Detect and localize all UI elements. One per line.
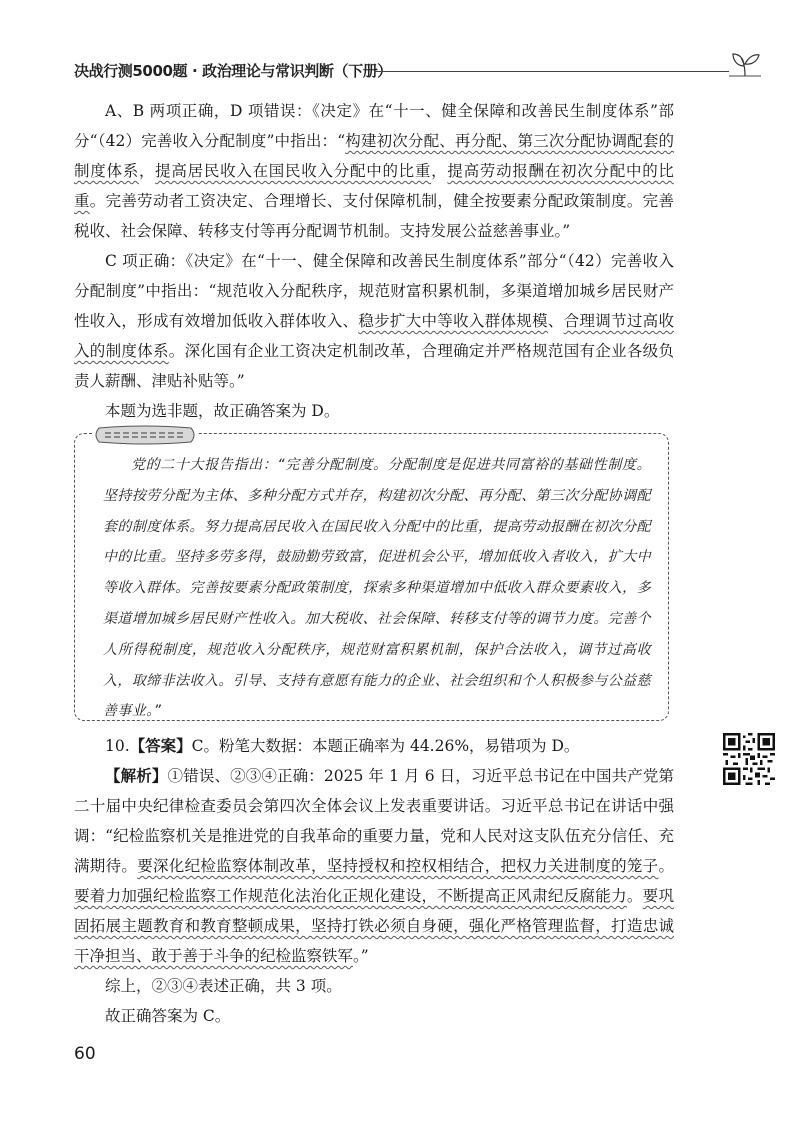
underlined-quote: 构建初次分配、再分配、第三次分配协调配套的制度体系 xyxy=(74,132,674,180)
leaf-sprout-icon xyxy=(729,46,761,80)
underlined-quote: 提高居民收入在国民收入分配中的比重 xyxy=(155,162,432,180)
final-answer-line: 故正确答案为 C。 xyxy=(105,1007,231,1025)
conclusion-line: 本题为选非题，故正确答案为 D。 xyxy=(105,402,340,420)
answer-line: 10.【答案】C。粉笔大数据：本题正确率为 44.26%，易错项为 D。 xyxy=(105,736,580,755)
explanation-block xyxy=(74,96,674,426)
underlined-quote: 合理调节过高收入的制度体系 xyxy=(74,312,674,360)
qr-code-icon xyxy=(723,733,775,785)
note-tag-badge xyxy=(93,425,197,445)
analysis-paragraph: 【解析】①错误、②③④正确：2025 年 1 月 6 日，习近平总书记在中国共产党第二十届中央纪律检查委员会第四次全体会议上发表重要讲话。习近平总书记在讲话中强调：“纪检监察机关是推进党的自我革命的重要力量，党和人民对这支队伍充分信任、充满期待。要深化纪检监察体制改革，坚持授权和控权相结合，把权力关进制度的笼子。要着力加强纪检监察工作规范化法治化正规化建设，不断提高正风肃纪反腐能力。要巩固拓展主题教育和教育整顿成果，坚持打铁必须自身硬，强化严格管理监督，打造忠诚干净担当、敢于善于斗争的纪检监察铁军。” xyxy=(74,766,674,965)
paragraph-c: C 项正确：《决定》在“十一、健全保障和改善民生制度体系”部分“（42）完善收入分配制度”中指出：“规范收入分配秩序，规范财富积累机制，多渠道增加城乡居民财产性收入，形成有效增加低收入群体收入、稳步扩大中等收入群体规模、合理调节过高收入的制度体系。深化国有企业工资决定机制改革，合理确定并严格规范国有企业各级负责人薪酬、津贴补贴等。” xyxy=(74,252,674,390)
header-rule xyxy=(374,71,729,72)
paragraph-ab: A、B 两项正确，D 项错误：《决定》在“十一、健全保障和改善民生制度体系”部分“（42）完善收入分配制度”中指出：“构建初次分配、再分配、第三次分配协调配套的制度体系，提高居民收入在国民收入分配中的比重，提高劳动报酬在初次分配中的比重。完善劳动者工资决定、合理增长、支付保障机制，健全按要素分配政策制度。完善税收、社会保障、转移支付等再分配调节机制。支持发展公益慈善事业。” xyxy=(74,102,674,240)
summary-line: 综上，②③④表述正确，共 3 项。 xyxy=(105,977,342,995)
book-title: 决战行测5000题 · 政治理论与常识判断（下册） xyxy=(74,62,392,80)
page-number: 60 xyxy=(74,1044,96,1064)
note-text: 党的二十大报告指出：“完善分配制度。分配制度是促进共同富裕的基础性制度。坚持按劳分配为主体、多种分配方式并存，构建初次分配、再分配、第三次分配协调配套的制度体系。努力提高居民收入在国民收入分配中的比重，提高劳动报酬在初次分配中的比重。坚持多劳多得，鼓励勤劳致富，促进机会公平，增加低收入者收入，扩大中等收入群体。完善按要素分配政策制度，探索多种渠道增加中低收入群众要素收入，多渠道增加城乡居民财产性收入。加大税收、社会保障、转移支付等的调节力度。完善个人所得税制度，规范收入分配秩序，规范财富积累机制，保护合法收入，调节过高收入，取缔非法收入。引导、支持有意愿有能力的企业、社会组织和个人积极参与公益慈善事业。” xyxy=(103,457,651,720)
underlined-quote: 要巩固拓展主题教育和教育整顿成果，坚持打铁必须自身硬，强化严格管理监督，打造忠诚干净担当、敢于善于斗争的纪检监察铁军 xyxy=(74,887,674,965)
underlined-quote: 提高劳动报酬在初次分配中的比重 xyxy=(74,162,674,210)
extension-note-box xyxy=(74,433,669,721)
question-10-block xyxy=(74,731,674,1031)
underlined-quote: 要着力加强纪检监察工作规范化法治化正规化建设，不断提高正风肃纪反腐能力 xyxy=(74,887,627,905)
note-tag-graphic xyxy=(93,425,197,445)
running-header xyxy=(74,56,754,86)
underlined-quote: 要深化纪检监察体制改革，坚持授权和控权相结合，把权力关进制度的笼子 xyxy=(137,857,659,875)
underlined-quote: 稳步扩大中等收入群体规模 xyxy=(358,312,548,330)
